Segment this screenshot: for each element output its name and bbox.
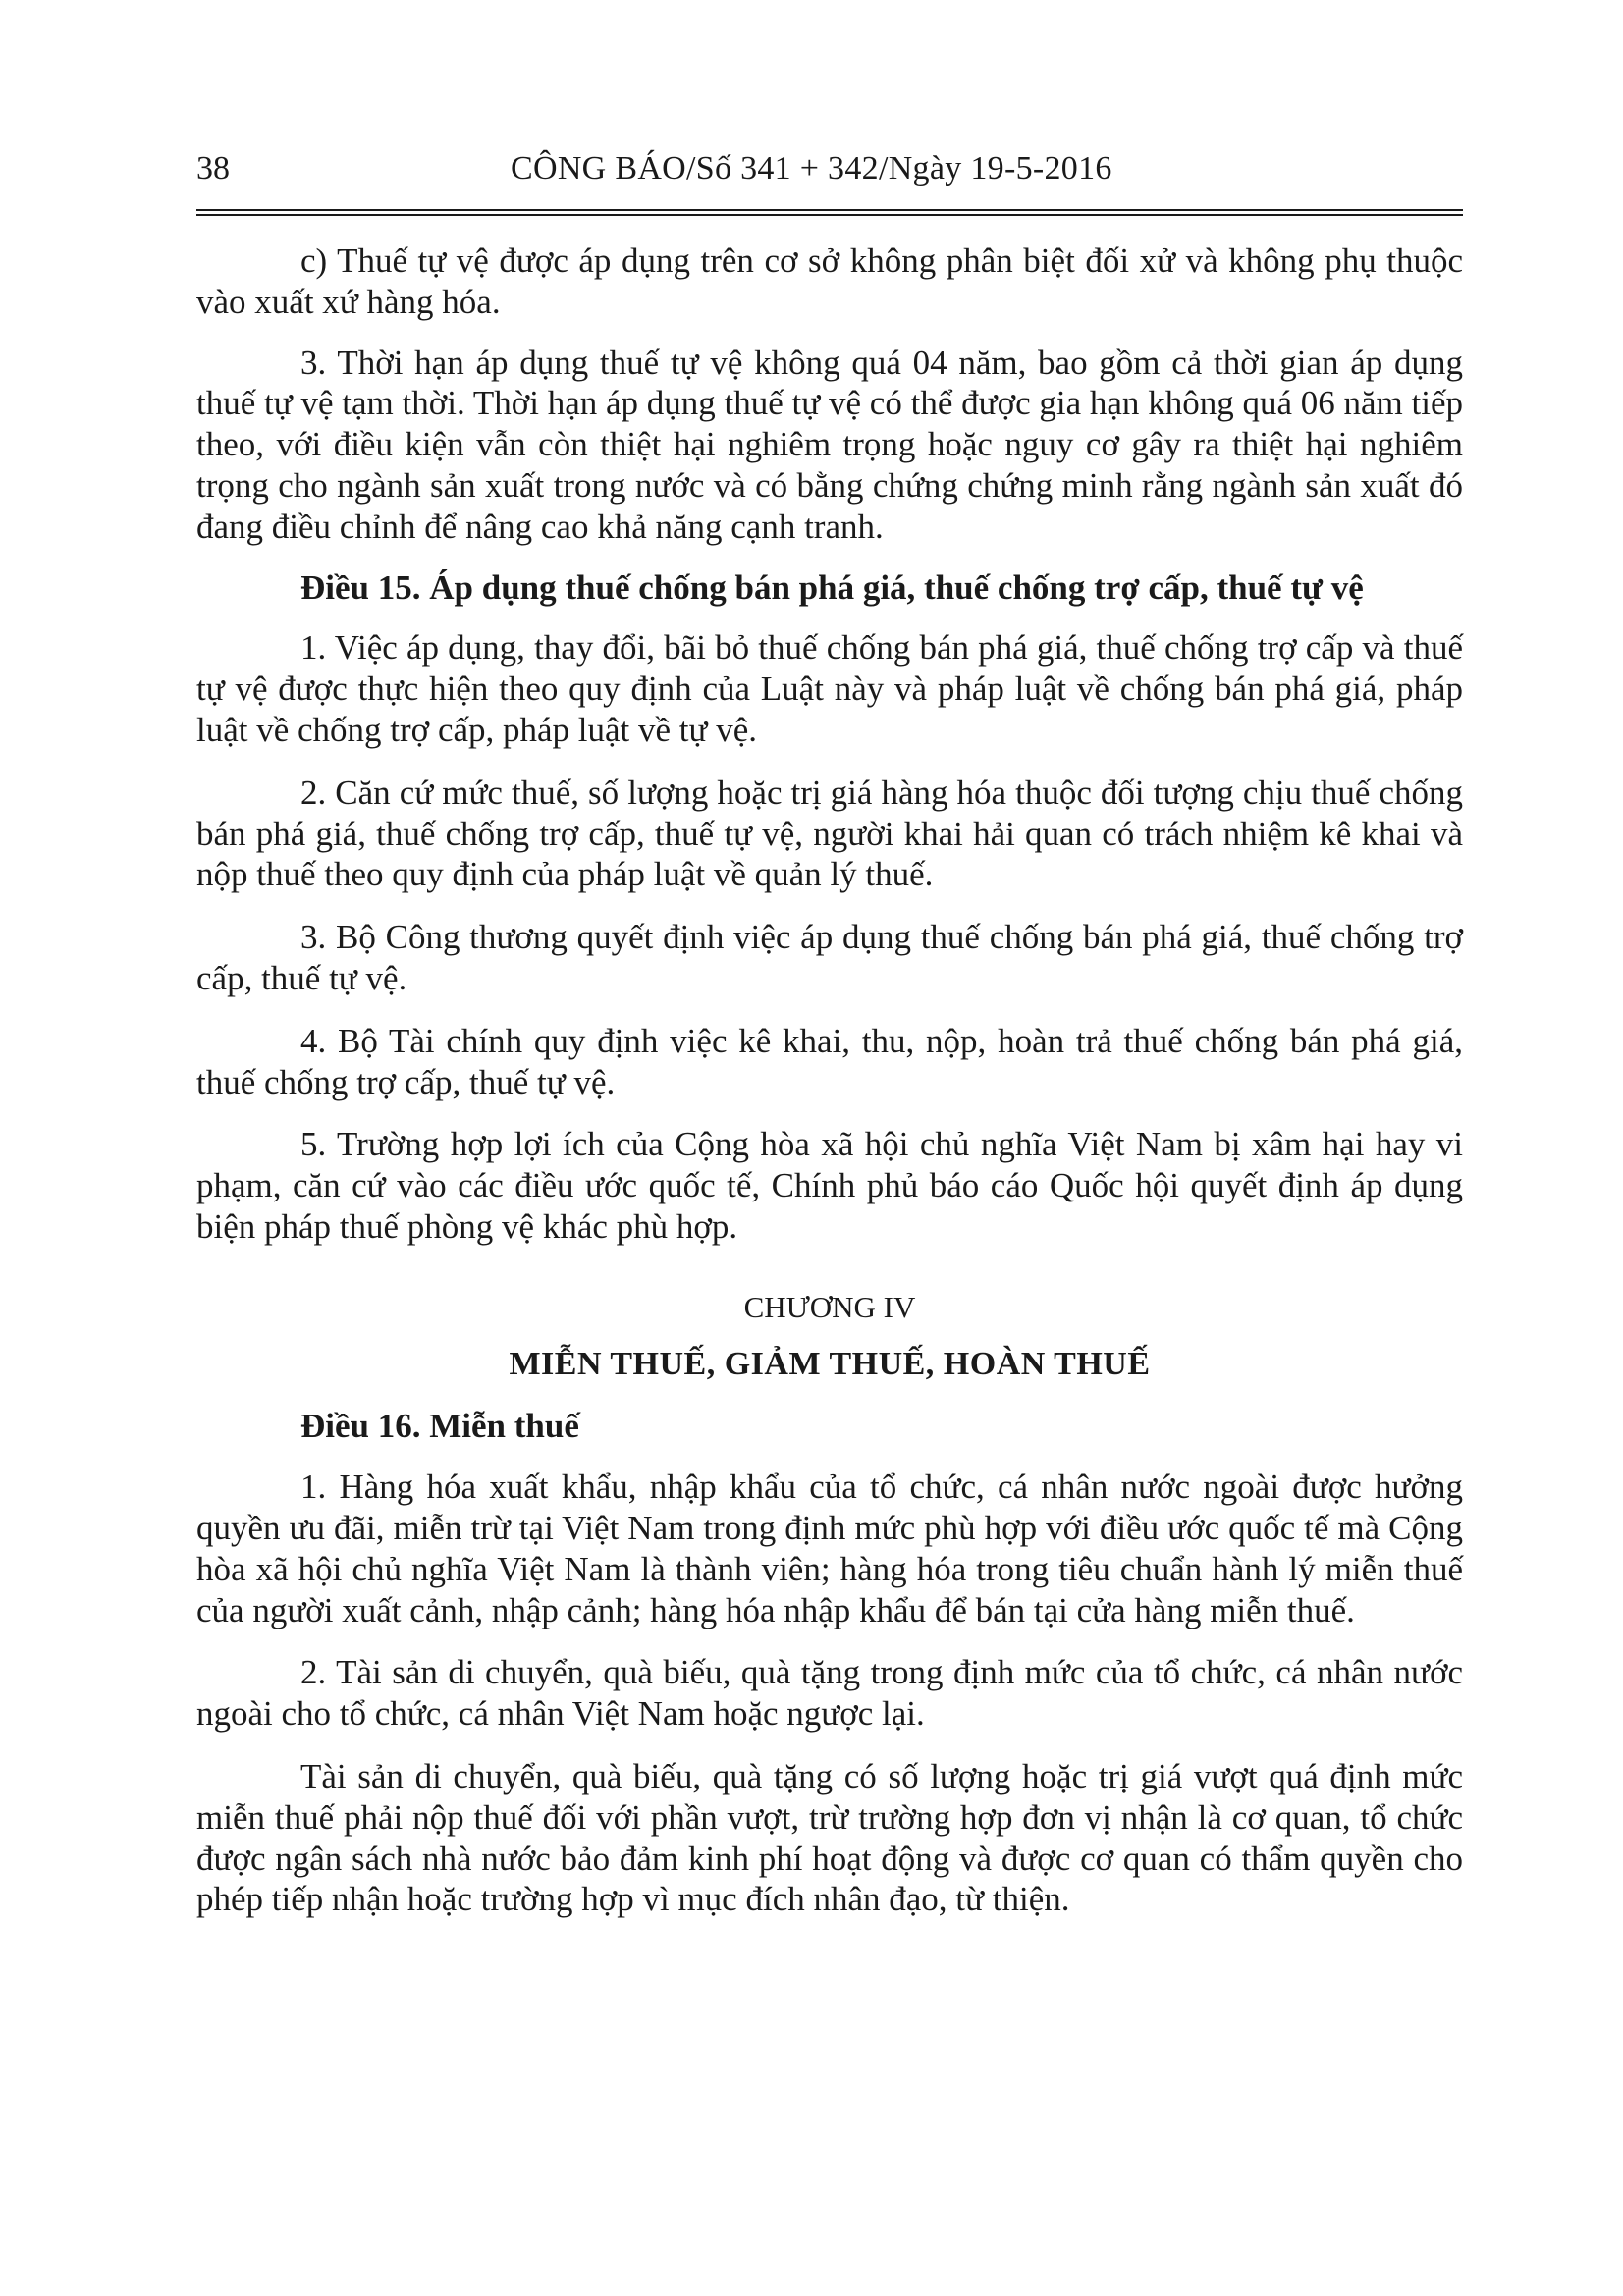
article-16-clause-2: 2. Tài sản di chuyển, quà biếu, quà tặng trong định mức của tổ chức, cá nhân nước ngoài cho tổ chức, cá nhân Việt Nam hoặc ngược lại. [196, 1653, 1463, 1734]
article-16-clause-1: 1. Hàng hóa xuất khẩu, nhập khẩu của tổ chức, cá nhân nước ngoài được hưởng quyền ưu đãi, miễn trừ tại Việt Nam trong định mức phù hợp với điều ước quốc tế mà Cộng hòa xã hội chủ nghĩa Việt Nam là thành viên; hàng hóa trong tiêu chuẩn hành lý miễn thuế của người xuất cảnh, nhập cảnh; hàng hóa nhập khẩu để bán tại cửa hàng miễn thuế. [196, 1468, 1463, 1629]
article-16-clause-2-note: Tài sản di chuyển, quà biếu, quà tặng có số lượng hoặc trị giá vượt quá định mức miễn thuế phải nộp thuế đối với phần vượt, trừ trường hợp đơn vị nhận là cơ quan, tổ chức được ngân sách nhà nước bảo đảm kinh phí hoạt động và được cơ quan có thẩm quyền cho phép tiếp nhận hoặc trường hợp vì mục đích nhân đạo, từ thiện. [196, 1756, 1463, 1919]
article-15-clause-3: 3. Bộ Công thương quyết định việc áp dụng thuế chống bán phá giá, thuế chống trợ cấp, thuế tự vệ. [196, 918, 1463, 997]
paragraph-c: c) Thuế tự vệ được áp dụng trên cơ sở không phân biệt đối xử và không phụ thuộc vào xuất xứ hàng hóa. [196, 241, 1463, 321]
gazette-title: CÔNG BÁO/Số 341 + 342/Ngày 19-5-2016 [511, 150, 1112, 187]
article-15-clause-1: 1. Việc áp dụng, thay đổi, bãi bỏ thuế chống bán phá giá, thuế chống trợ cấp và thuế tự vệ được thực hiện theo quy định của Luật này và pháp luật về chống bán phá giá, pháp luật về chống trợ cấp, pháp luật về tự vệ. [196, 628, 1463, 749]
article-15-clause-5: 5. Trường hợp lợi ích của Cộng hòa xã hội chủ nghĩa Việt Nam bị xâm hại hay vi phạm, căn cứ vào các điều ước quốc tế, Chính phủ báo cáo Quốc hội quyết định áp dụng biện pháp thuế phòng vệ khác phù hợp. [196, 1125, 1463, 1246]
page-number: 38 [196, 150, 230, 187]
page-header [196, 142, 1463, 201]
paragraph-3: 3. Thời hạn áp dụng thuế tự vệ không quá 04 năm, bao gồm cả thời gian áp dụng thuế tự vệ tạm thời. Thời hạn áp dụng thuế tự vệ có thể được gia hạn không quá 06 năm tiếp theo, với điều kiện vẫn còn thiệt hại nghiêm trọng hoặc nguy cơ gây ra thiệt hại nghiêm trọng cho ngành sản xuất trong nước và có bằng chứng chứng minh rằng ngành sản xuất đó đang điều chỉnh để nâng cao khả năng cạnh tranh. [196, 343, 1463, 546]
header-double-rule [196, 209, 1463, 216]
article-16-heading: Điều 16. Miễn thuế [300, 1407, 579, 1446]
chapter-label: CHƯƠNG IV [743, 1289, 916, 1324]
article-15-clause-4: 4. Bộ Tài chính quy định việc kê khai, thu, nộp, hoàn trả thuế chống bán phá giá, thuế chống trợ cấp, thuế tự vệ. [196, 1021, 1463, 1101]
article-15-heading: Điều 15. Áp dụng thuế chống bán phá giá, thuế chống trợ cấp, thuế tự vệ [300, 567, 1364, 607]
gazette-page [196, 142, 1463, 1919]
article-15-clause-2: 2. Căn cứ mức thuế, số lượng hoặc trị giá hàng hóa thuộc đối tượng chịu thuế chống bán phá giá, thuế chống trợ cấp, thuế tự vệ, người khai hải quan có trách nhiệm kê khai và nộp thuế theo quy định của pháp luật về quản lý thuế. [196, 773, 1463, 894]
document-body [196, 240, 1463, 1920]
chapter-title: MIỄN THUẾ, GIẢM THUẾ, HOÀN THUẾ [509, 1345, 1151, 1382]
